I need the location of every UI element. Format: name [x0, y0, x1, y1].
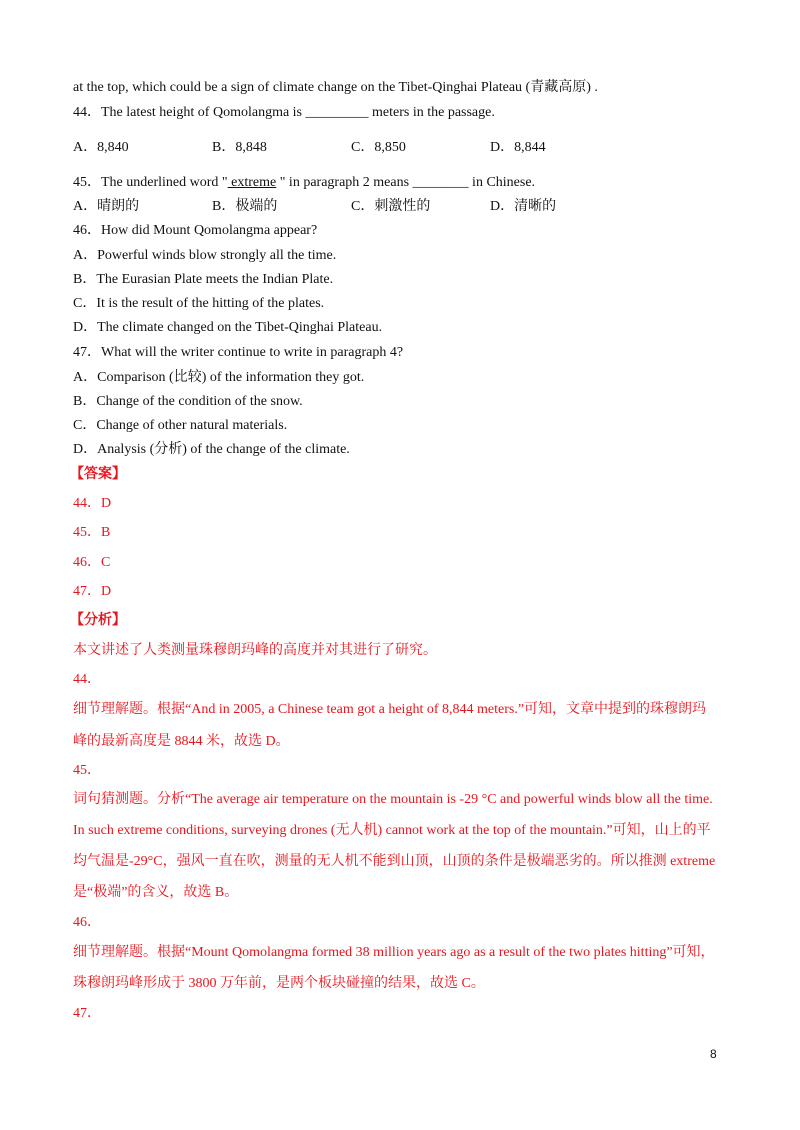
q47-option-d: D．Analysis (分析) of the change of the climate.: [73, 442, 350, 457]
analysis-heading: 【分析】: [70, 613, 126, 628]
analysis-47-number: 47．: [73, 1006, 101, 1021]
q45-option-a: A．晴朗的: [73, 199, 140, 214]
question-46-stem: 46．How did Mount Qomolangma appear?: [73, 223, 318, 238]
q45-underlined-word: extreme: [227, 175, 277, 190]
analysis-44-number: 44．: [73, 672, 101, 687]
q45-stem-post: " in paragraph 2 means ________ in Chinese.: [276, 175, 536, 190]
q44-option-d: D．8,844: [490, 140, 546, 155]
answer-44: 44．D: [73, 496, 112, 511]
answer-46: 46．C: [73, 555, 111, 570]
analysis-45-line-4: 是“极端”的含义，故选 B。: [73, 885, 239, 900]
analysis-45-line-2: In such extreme conditions, surveying drones (无人机) cannot work at the top of the mountain.”可知，山上的平: [73, 823, 711, 838]
q46-option-a: A．Powerful winds blow strongly all the time.: [73, 248, 337, 263]
intro-line: at the top, which could be a sign of climate change on the Tibet-Qinghai Plateau (青藏高原) .: [73, 80, 598, 95]
answer-45: 45．B: [73, 525, 111, 540]
q46-option-d: D．The climate changed on the Tibet-Qinghai Plateau.: [73, 320, 383, 335]
question-45-stem: [73, 174, 535, 192]
q45-option-d: D．清晰的: [490, 199, 557, 214]
q44-option-a: A．8,840: [73, 140, 129, 155]
answer-heading: 【答案】: [70, 467, 126, 482]
q47-option-c: C．Change of other natural materials.: [73, 418, 288, 433]
analysis-45-line-1: 词句猜测题。分析“The average air temperature on the mountain is -29 °C and powerful winds blow all the time.: [73, 792, 713, 807]
page-number: 8: [710, 1047, 717, 1061]
analysis-46-line-1: 细节理解题。根据“Mount Qomolangma formed 38 million years ago as a result of the two plates hitting”可知，: [73, 945, 715, 960]
question-47-stem: 47．What will the writer continue to write in paragraph 4?: [73, 345, 404, 360]
q45-option-c: C．刺激性的: [351, 199, 431, 214]
analysis-46-line-2: 珠穆朗玛峰形成于 3800 万年前，是两个板块碰撞的结果，故选 C。: [73, 976, 485, 991]
q45-option-b: B．极端的: [212, 199, 278, 214]
analysis-summary: 本文讲述了人类测量珠穆朗玛峰的高度并对其进行了研究。: [73, 643, 437, 658]
analysis-44-line-1: 细节理解题。根据“And in 2005, a Chinese team got a height of 8,844 meters.”可知，文章中提到的珠穆朗玛: [73, 702, 707, 717]
q47-option-b: B．Change of the condition of the snow.: [73, 394, 303, 409]
q47-option-a: A．Comparison (比较) of the information they got.: [73, 370, 365, 385]
q44-option-c: C．8,850: [351, 140, 406, 155]
analysis-44-line-2: 峰的最新高度是 8844 米，故选 D。: [73, 734, 290, 749]
q46-option-c: C．It is the result of the hitting of the plates.: [73, 296, 325, 311]
q46-option-b: B．The Eurasian Plate meets the Indian Plate.: [73, 272, 334, 287]
q44-option-b: B．8,848: [212, 140, 267, 155]
analysis-45-number: 45．: [73, 763, 101, 778]
analysis-45-line-3: 均气温是-29°C，强风一直在吹，测量的无人机不能到山顶，山顶的条件是极端恶劣的。所以推测 extreme: [73, 854, 716, 869]
answer-47: 47．D: [73, 584, 112, 599]
question-44-stem: 44．The latest height of Qomolangma is _________ meters in the passage.: [73, 105, 495, 120]
analysis-46-number: 46．: [73, 915, 101, 930]
q45-stem-pre: 45．The underlined word ": [73, 175, 228, 190]
